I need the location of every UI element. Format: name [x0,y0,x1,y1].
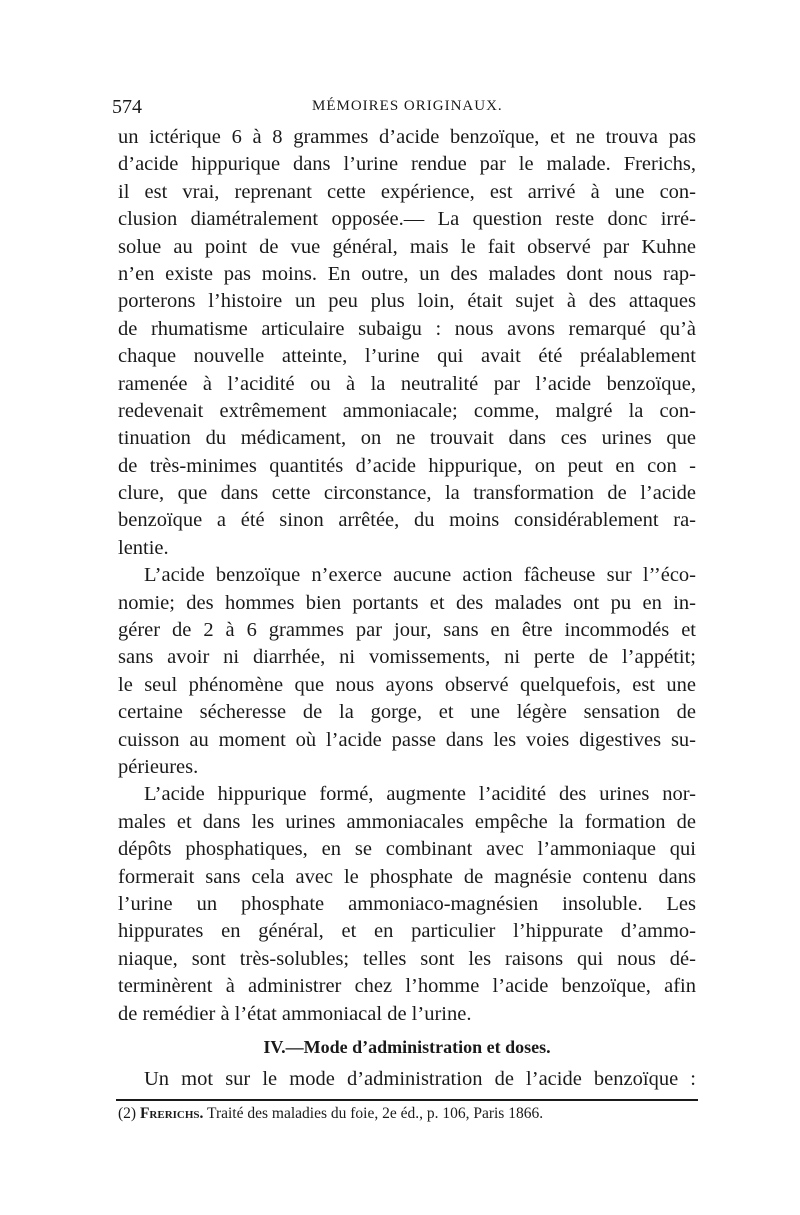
text-line: de remédier à l’état ammoniacal de l’urine. [118,1002,472,1025]
text-line: hippurates en général, et en particulier l’hippurate d’ammo- [118,920,696,943]
text-line: cuisson au moment où l’acide passe dans les voies digestives su- [118,728,696,751]
text-line: de rhumatisme articulaire subaigu : nous avons remarqué qu’à [118,317,696,340]
footnote [118,1102,696,1126]
text-line: périeures. [118,755,199,778]
text-line: tinuation du médicament, on ne trouvait dans ces urines que [118,427,696,450]
text-line: d’acide hippurique dans l’urine rendue par le malade. Frerichs, [118,153,696,176]
text-line: redevenait extrêmement ammoniacale; comme, malgré la con- [118,399,696,422]
text-line: dépôts phosphatiques, en se combinant avec l’ammoniaque qui [118,838,696,861]
footnote-marker: (2) [118,1105,137,1122]
text-line: formerait sans cela avec le phosphate de magnésie contenu dans [118,865,696,888]
running-head [112,96,702,120]
text-line: il est vrai, reprenant cette expérience, est arrivé à une con- [118,180,696,203]
text-line: benzoïque a été sinon arrêtée, du moins considérablement ra- [118,509,696,532]
text-line: sans avoir ni diarrhée, ni vomissements, ni perte de l’appétit; [118,646,696,669]
body-text-continued [118,1066,696,1093]
text-line: niaque, sont très-solubles; telles sont les raisons qui nous dé- [118,947,696,970]
text-line: clusion diamétralement opposée.— La question reste donc irré- [118,208,696,231]
text-line: un ictérique 6 à 8 grammes d’acide benzoïque, et ne trouva pas [118,126,696,148]
section-heading: IV.—Mode d’administration et doses. [263,1037,551,1057]
text-line: clure, que dans cette circonstance, la transformation de l’acide [118,482,696,505]
page-number: 574 [112,96,142,118]
text-line: terminèrent à administrer chez l’homme l’acide benzoïque, afin [118,975,696,998]
text-line: certaine sécheresse de la gorge, et une légère sensation de [118,701,696,724]
text-line: L’acide benzoïque n’exerce aucune action fâcheuse sur l’’éco- [144,564,696,587]
text-line: chaque nouvelle atteinte, l’urine qui avait été préalablement [118,345,696,368]
text-line: gérer de 2 à 6 grammes par jour, sans en être incommodés et [118,619,696,642]
footnote-text: Traité des maladies du foie, 2e éd., p. 106, Paris 1866. [203,1105,544,1122]
text-line: ramenée à l’acidité ou à la neutralité par l’acide benzoïque, [118,372,696,395]
footnote-author: Frerichs. [139,1105,204,1122]
text-line: n’en existe pas moins. En outre, un des malades dont nous rap- [118,262,696,285]
running-title: MÉMOIRES ORIGINAUX. [312,98,503,114]
text-line: Un mot sur le mode d’administration de l’acide benzoïque : [144,1068,696,1090]
text-line: l’urine un phosphate ammoniaco-magnésien insoluble. Les [118,892,696,915]
footnote-rule [116,1099,698,1101]
text-line: de très-minimes quantités d’acide hippurique, on peut en con - [118,454,696,477]
body-text [118,124,696,1028]
text-line: L’acide hippurique formé, augmente l’acidité des urines nor- [144,783,696,806]
text-line: males et dans les urines ammoniacales empêche la formation de [118,810,696,833]
text-line: le seul phénomène que nous ayons observé quelquefois, est une [118,673,696,696]
text-line: porterons l’histoire un peu plus loin, était sujet à des attaques [118,290,696,313]
text-line: solue au point de vue général, mais le fait observé par Kuhne [118,235,696,258]
text-line: lentie. [118,536,169,559]
text-line: nomie; des hommes bien portants et des malades ont pu en in- [118,591,696,614]
